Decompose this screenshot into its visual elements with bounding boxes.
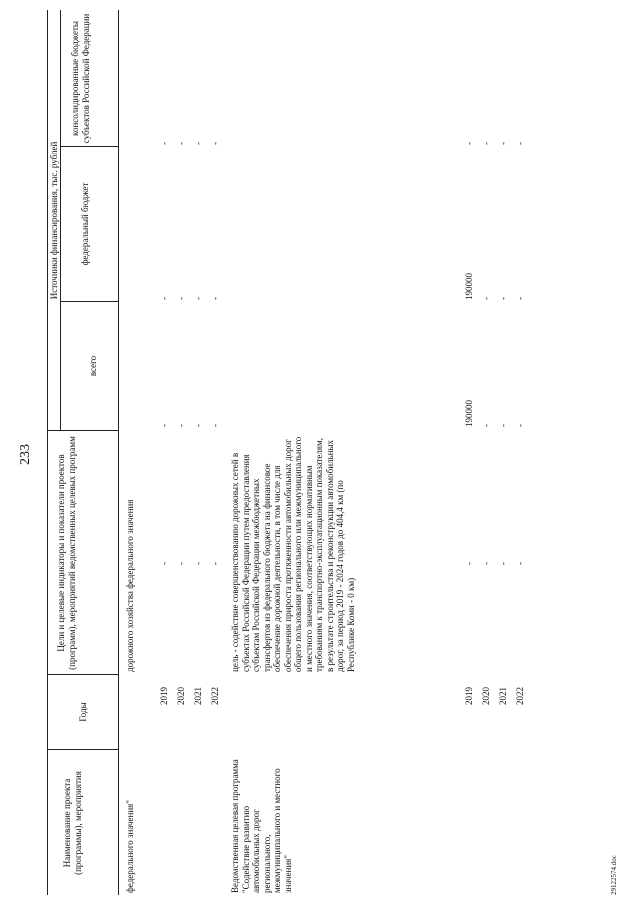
row2-federal-2022: - xyxy=(515,297,525,300)
row2-federal-2021: - xyxy=(498,297,508,300)
row2-year-2021: 2021 xyxy=(498,687,508,705)
row1-consolidated-2019: - xyxy=(159,142,169,145)
row2-goal: цель - содействие совершенствованию дорожных сетей в субъектах Российской Федерации путем предоставления субъектам Российской Федерации межбюджетных трансфертов из федерального бюджета на финансовое обеспечение дорожной деятельности, в том числе для обеспечения прироста протяженности автомобильных дорог общего пользования регионального или межмуниципального и местного значения, соответствующих нормативным требованиям к транспортно-эксплуатационным показателям, в результате строительства и реконструкции автомобильных дорог, за период 2019 - 2024 годов до 404,4 км (по Республике Коми - 0 км) xyxy=(230,436,356,672)
row1-consolidated-2020: - xyxy=(176,142,186,145)
row2-consolidated-2021: - xyxy=(498,142,508,145)
header-consolidated: консолидированные бюджеты субъектов Российской Федерации xyxy=(70,13,91,144)
col-divider-5 xyxy=(60,146,119,147)
col-divider-1 xyxy=(47,749,119,750)
row1-consolidated-2021: - xyxy=(193,142,203,145)
table-top-border xyxy=(47,10,48,895)
row1-year-2020: 2020 xyxy=(176,687,186,705)
row1-goal-val-2020: - xyxy=(176,562,186,565)
row1-federal-2020: - xyxy=(176,297,186,300)
row2-year-2020: 2020 xyxy=(481,687,491,705)
row1-consolidated-2022: - xyxy=(210,142,220,145)
col-divider-2 xyxy=(47,674,119,675)
col-divider-3 xyxy=(47,430,119,431)
header-funding: Источники финансирования, тыс. рублей xyxy=(49,141,59,300)
row2-goal-val-2021: - xyxy=(498,562,508,565)
row2-name: Ведомственная целевая программа "Содействие развитию автомобильных дорог регионального, межмуниципального и местного значения" xyxy=(230,759,293,893)
row2-federal-2019: 190000 xyxy=(464,273,474,300)
footer-filename: 29122574.doc xyxy=(610,855,618,895)
row2-goal-val-2020: - xyxy=(481,562,491,565)
row2-year-2022: 2022 xyxy=(515,687,525,705)
row1-total-2019: - xyxy=(159,424,169,427)
row1-goal: дорожного хозяйства федерального значения xyxy=(125,499,135,672)
page-number: 233 xyxy=(18,444,33,465)
row2-consolidated-2020: - xyxy=(481,142,491,145)
col-divider-4 xyxy=(60,301,119,302)
row1-total-2021: - xyxy=(193,424,203,427)
row2-total-2019: 190000 xyxy=(464,400,474,427)
row2-total-2020: - xyxy=(481,424,491,427)
row2-federal-2020: - xyxy=(481,297,491,300)
row1-goal-val-2021: - xyxy=(193,562,203,565)
row2-consolidated-2022: - xyxy=(515,142,525,145)
row1-total-2020: - xyxy=(176,424,186,427)
header-federal: федеральный бюджет xyxy=(80,182,90,266)
row2-total-2022: - xyxy=(515,424,525,427)
row1-total-2022: - xyxy=(210,424,220,427)
row1-name: федерального значения" xyxy=(125,800,135,893)
header-total: всего xyxy=(88,355,98,377)
row1-federal-2021: - xyxy=(193,297,203,300)
row2-consolidated-2019: - xyxy=(464,142,474,145)
row1-federal-2019: - xyxy=(159,297,169,300)
row1-year-2021: 2021 xyxy=(193,687,203,705)
row1-year-2022: 2022 xyxy=(210,687,220,705)
table-header-bottom-border xyxy=(118,10,119,895)
row2-goal-val-2022: - xyxy=(515,562,525,565)
header-name: Наименование проекта (программы), мероприятия xyxy=(62,771,83,875)
header-goals: Цели и целевые индикаторы и показатели проектов (программ), мероприятий ведомственных целевых программ xyxy=(56,436,77,670)
row1-goal-val-2022: - xyxy=(210,562,220,565)
row1-goal-val-2019: - xyxy=(159,562,169,565)
row2-total-2021: - xyxy=(498,424,508,427)
row1-federal-2022: - xyxy=(210,297,220,300)
funding-subheader-border xyxy=(60,10,61,431)
header-years: Годы xyxy=(78,702,88,722)
row2-goal-val-2019: - xyxy=(464,562,474,565)
row2-year-2019: 2019 xyxy=(464,687,474,705)
row1-year-2019: 2019 xyxy=(159,687,169,705)
